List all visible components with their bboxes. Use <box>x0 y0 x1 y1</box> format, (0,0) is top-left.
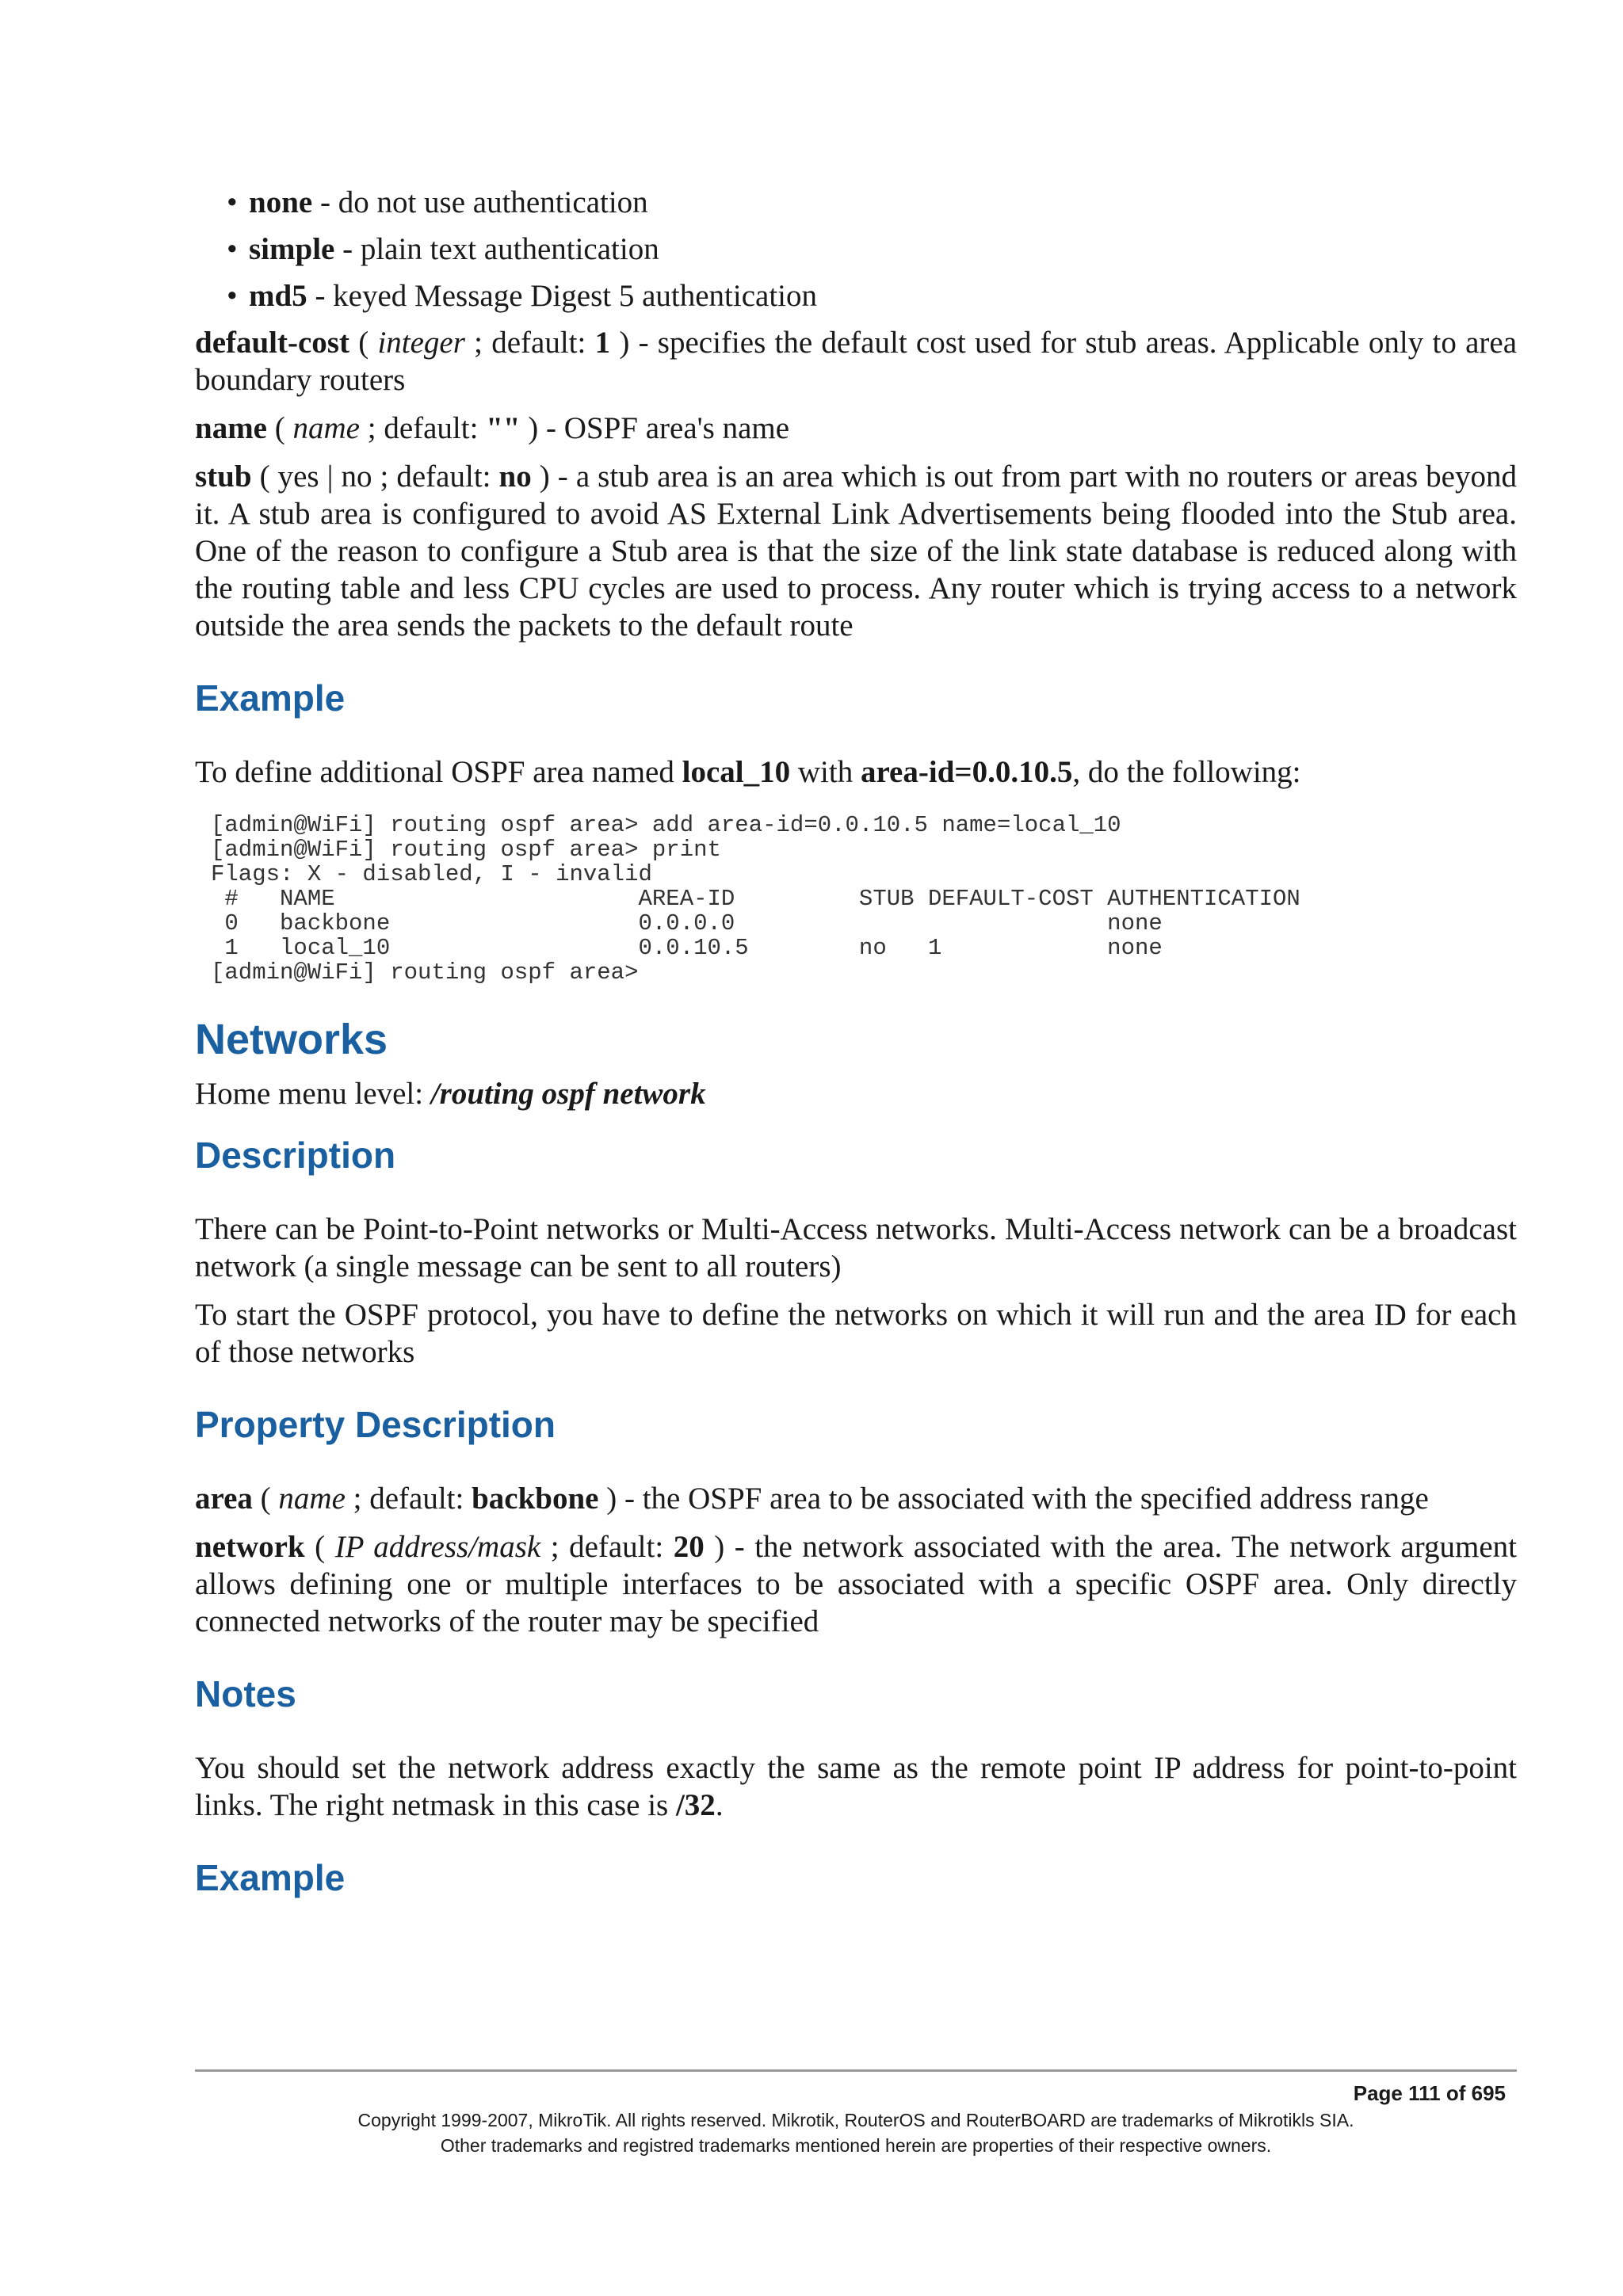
property-area: area ( name ; default: backbone ) - the OSPF area to be associated with the specified address range <box>195 1482 1429 1516</box>
example-heading: Example <box>195 1857 346 1898</box>
description-paragraph: There can be Point-to-Point networks or Multi-Access networks. Multi-Access network can be a broadcast network (a single message can be sent to all routers) <box>195 1212 1517 1283</box>
notes-heading: Notes <box>195 1673 296 1714</box>
authentication-options-list <box>195 184 1517 315</box>
property-stub: stub ( yes | no ; default: no ) - a stub area is an area which is out from part with no routers or areas beyond it. A stub area is configured to avoid AS External Link Advertisements being flooded into the Stub area. One of the reason to configure a Stub area is that the size of the link state database is reduced along with the routing table and less CPU cycles are used to process. Any router which is trying access to a network outside the area sends the packets to the default route <box>195 460 1517 643</box>
property-default-cost: default-cost ( integer ; default: 1 ) - specifies the default cost used for stub areas. Applicable only to area boundary routers <box>195 326 1518 397</box>
code-block: [admin@WiFi] routing ospf area> add area-id=0.0.10.5 name=local_10 [admin@WiFi] routing ospf area> print Flags: X - disabled, I - invalid # NAME AREA-ID STUB DEFAULT-COST AUTHENTICATION 0 backbone 0.0.0.0 none 1 local_10 0.0.10.5 no 1 none [admin@WiFi] routing ospf area> <box>211 812 1300 986</box>
example-intro: To define additional OSPF area named local_10 with area-id=0.0.10.5, do the following: <box>195 755 1301 789</box>
list-item: • simple - plain text authentication <box>195 231 1517 268</box>
page-number: Page 111 of 695 <box>1353 2081 1506 2105</box>
copyright-line: Copyright 1999-2007, MikroTik. All rights reserved. Mikrotik, RouterOS and RouterBOARD are trademarks of Mikrotikls SIA. <box>357 2110 1354 2130</box>
home-menu-level: Home menu level: /routing ospf network <box>195 1077 706 1111</box>
example-heading: Example <box>195 677 346 719</box>
property-description-heading: Property Description <box>195 1404 556 1445</box>
page-footer <box>195 2069 1517 2157</box>
description-paragraph: To start the OSPF protocol, you have to define the networks on which it will run and the area ID for each of those networks <box>195 1298 1517 1369</box>
notes-paragraph: You should set the network address exactly the same as the remote point IP address for point-to-point links. The right netmask in this case is /32. <box>195 1751 1517 1822</box>
list-item: • md5 - keyed Message Digest 5 authentication <box>195 277 1517 315</box>
trademark-line: Other trademarks and registred trademarks mentioned herein are properties of their respective owners. <box>440 2135 1272 2156</box>
document-page <box>195 184 1517 1933</box>
property-name: name ( name ; default: "" ) - OSPF area's name <box>195 411 790 445</box>
property-network: network ( IP address/mask ; default: 20 ) - the network associated with the area. The network argument allows defining one or multiple interfaces to be associated with a specific OSPF area. Only directly connected networks of the router may be specified <box>195 1530 1517 1638</box>
description-heading: Description <box>195 1135 396 1176</box>
list-item: • none - do not use authentication <box>195 184 1517 221</box>
networks-heading: Networks <box>195 1016 388 1063</box>
